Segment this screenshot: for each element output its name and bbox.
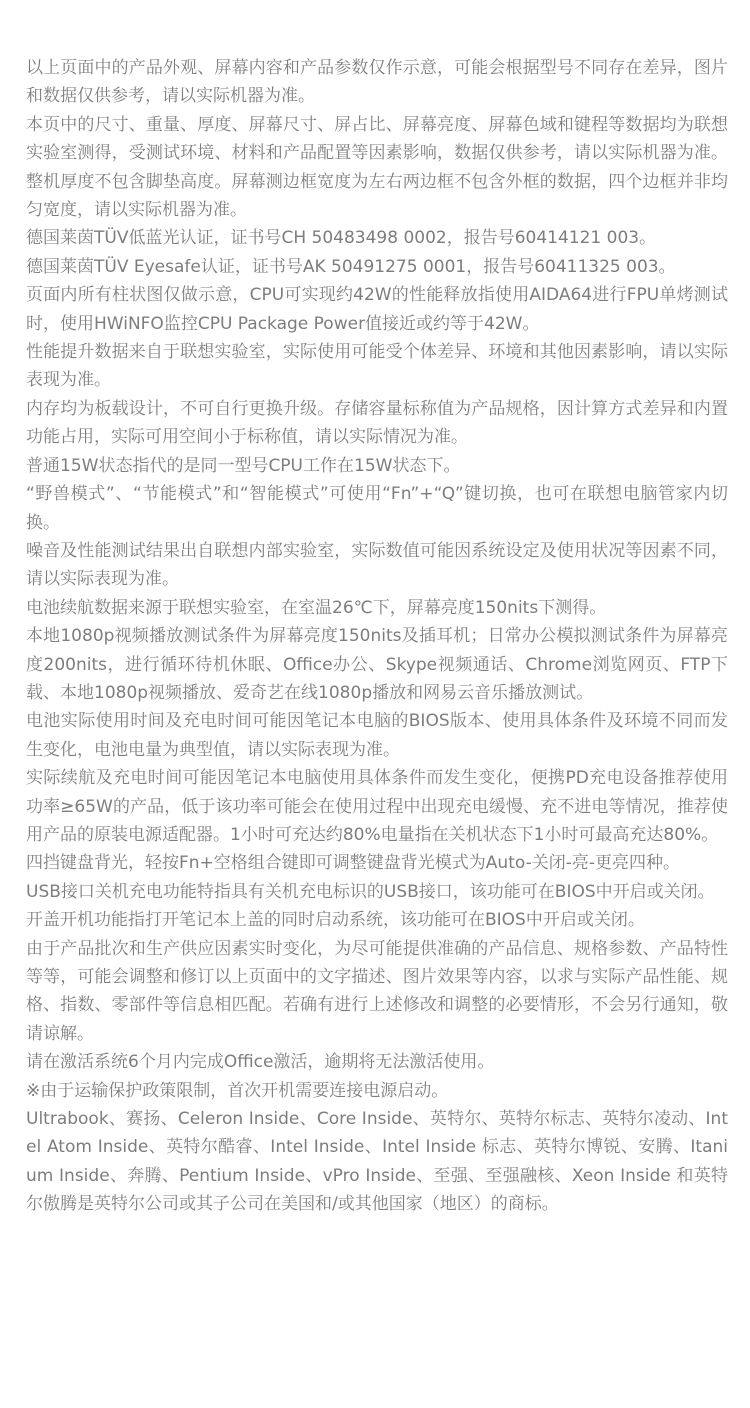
note-office-activation: 请在激活系统6个月内完成Office激活，逾期将无法激活使用。 bbox=[26, 1052, 495, 1073]
note-15w-state: 普通15W状态指代的是同一型号CPU工作在15W状态下。 bbox=[26, 455, 461, 476]
note-cpu-performance: 页面内所有柱状图仅做示意，CPU可实现约42W的性能释放指使用AIDA64进行FPU单烤测试时，使用HWiNFO监控CPU Package Power值接近或约等于42W。 bbox=[26, 285, 728, 334]
note-tuv-low-blue-light: 德国莱茵TÜV低蓝光认证，证书号CH 50483498 0002，报告号60414121 003。 bbox=[26, 228, 657, 249]
note-video-test: 本地1080p视频播放测试条件为屏幕亮度150nits及插耳机；日常办公模拟测试条件为屏幕亮度200nits，进行循环待机休眠、Office办公、Skype视频通话、Chrome浏览网页、FTP下载、本地1080p视频播放、爱奇艺在线1080p播放和网易云音乐播放测试。 bbox=[26, 626, 728, 703]
note-trademarks: Ultrabook、赛扬、Celeron Inside、Core Inside、英特尔、英特尔标志、英特尔凌动、Intel Atom Inside、英特尔酷睿、Intel Inside、Intel Inside 标志、英特尔博锐、安腾、Itanium Inside、奔腾、Pentium Inside、vPro Inside、至强、至强融核、Xeon Inside 和英特尔傲腾是英特尔公司或其子公司在美国和/或其他国家（地区）的商标。 bbox=[26, 1109, 728, 1215]
note-charging: 实际续航及充电时间可能因笔记本电脑使用具体条件而发生变化，便携PD充电设备推荐使用功率≥65W的产品，低于该功率可能会在使用过程中出现充电缓慢、充不进电等情况，推荐使用产品的原装电源适配器。1小时可充达约80%电量指在关机状态下1小时可最高充达80%。 bbox=[26, 768, 728, 845]
note-appearance: 以上页面中的产品外观、屏幕内容和产品参数仅作示意，可能会根据型号不同存在差异，图片和数据仅供参考，请以实际机器为准。 bbox=[26, 58, 728, 107]
disclaimer-notes bbox=[26, 54, 728, 1219]
note-product-changes: 由于产品批次和生产供应因素实时变化，为尽可能提供准确的产品信息、规格参数、产品特性等等，可能会调整和修订以上页面中的文字描述、图片效果等内容，以求与实际产品性能、规格、指数、零部件等信息相匹配。若确有进行上述修改和调整的必要情形，不会另行通知，敬请谅解。 bbox=[26, 938, 728, 1044]
note-lid-open-boot: 开盖开机功能指打开笔记本上盖的同时启动系统，该功能可在BIOS中开启或关闭。 bbox=[26, 910, 645, 931]
note-first-boot: ※由于运输保护政策限制，首次开机需要连接电源启动。 bbox=[26, 1080, 449, 1101]
note-battery-time: 电池实际使用时间及充电时间可能因笔记本电脑的BIOS版本、使用具体条件及环境不同而发生变化，电池电量为典型值，请以实际表现为准。 bbox=[26, 711, 728, 760]
note-memory-storage: 内存均为板载设计，不可自行更换升级。存储容量标称值为产品规格，因计算方式差异和内置功能占用，实际可用空间小于标称值，请以实际情况为准。 bbox=[26, 398, 728, 448]
note-battery-source: 电池续航数据来源于联想实验室，在室温26℃下，屏幕亮度150nits下测得。 bbox=[26, 597, 607, 618]
note-usb-charging: USB接口关机充电功能特指具有关机充电标识的USB接口，该功能可在BIOS中开启或关闭。 bbox=[26, 881, 715, 902]
note-keyboard-backlight: 四挡键盘背光，轻按Fn+空格组合键即可调整键盘背光模式为Auto-关闭-亮-更亮四种。 bbox=[26, 853, 680, 874]
note-tuv-eyesafe: 德国莱茵TÜV Eyesafe认证，证书号AK 50491275 0001，报告号60411325 003。 bbox=[26, 256, 676, 277]
note-noise-test: 噪音及性能测试结果出自联想内部实验室，实际数值可能因系统设定及使用状况等因素不同，请以实际表现为准。 bbox=[26, 540, 728, 590]
note-mode-switch: “野兽模式”、“节能模式”和“智能模式”可使用“Fn”+“Q”键切换，也可在联想电脑管家内切换。 bbox=[26, 484, 728, 533]
note-performance-data: 性能提升数据来自于联想实验室，实际使用可能受个体差异、环境和其他因素影响，请以实际表现为准。 bbox=[26, 342, 728, 391]
note-measurements: 本页中的尺寸、重量、厚度、屏幕尺寸、屏占比、屏幕亮度、屏幕色域和键程等数据均为联想实验室测得，受测试环境、材料和产品配置等因素影响，数据仅供参考，请以实际机器为准。整机厚度不包含脚垫高度。屏幕测边框宽度为左右两边框不包含外框的数据，四个边框并非均匀宽度，请以实际机器为准。 bbox=[26, 114, 728, 221]
